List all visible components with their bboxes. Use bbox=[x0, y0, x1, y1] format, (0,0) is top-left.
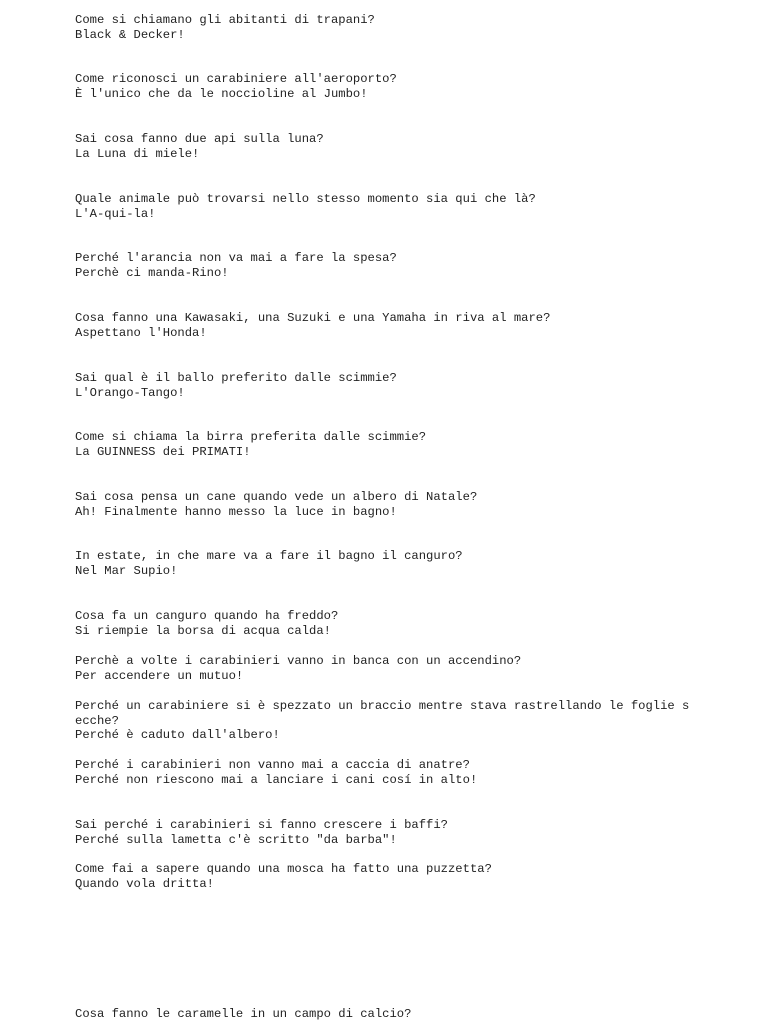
joke-answer: Si riempie la borsa di acqua calda! bbox=[75, 624, 331, 638]
joke-question-continued: ecche? bbox=[75, 714, 119, 728]
joke-answer: Perchè ci manda-Rino! bbox=[75, 266, 229, 280]
joke-answer: Perché sulla lametta c'è scritto "da barba"! bbox=[75, 833, 397, 847]
joke-question: Come riconosci un carabiniere all'aeroporto? bbox=[75, 72, 397, 86]
joke-answer: Nel Mar Supio! bbox=[75, 564, 178, 578]
joke-question: Perchè a volte i carabinieri vanno in banca con un accendino? bbox=[75, 654, 522, 668]
joke-answer: La Luna di miele! bbox=[75, 147, 200, 161]
joke-answer: Black & Decker! bbox=[75, 28, 185, 42]
joke-question: Perché un carabiniere si è spezzato un braccio mentre stava rastrellando le foglie s bbox=[75, 699, 690, 713]
joke-answer: L'A-qui-la! bbox=[75, 207, 156, 221]
joke-question: Cosa fanno le caramelle in un campo di calcio? bbox=[75, 1007, 412, 1021]
joke-answer: È l'unico che da le noccioline al Jumbo! bbox=[75, 87, 368, 101]
joke-question: Sai cosa fanno due api sulla luna? bbox=[75, 132, 324, 146]
joke-answer: Quando vola dritta! bbox=[75, 877, 214, 891]
joke-question: Cosa fanno una Kawasaki, una Suzuki e una Yamaha in riva al mare? bbox=[75, 311, 551, 325]
joke-answer: Ah! Finalmente hanno messo la luce in bagno! bbox=[75, 505, 397, 519]
joke-answer: Per accendere un mutuo! bbox=[75, 669, 244, 683]
joke-answer: La GUINNESS dei PRIMATI! bbox=[75, 445, 251, 459]
joke-answer: Perché non riescono mai a lanciare i cani cosí in alto! bbox=[75, 773, 478, 787]
joke-question: Sai cosa pensa un cane quando vede un albero di Natale? bbox=[75, 490, 478, 504]
joke-question: Sai qual è il ballo preferito dalle scimmie? bbox=[75, 371, 397, 385]
joke-answer: Perché è caduto dall'albero! bbox=[75, 728, 280, 742]
joke-question: Cosa fa un canguro quando ha freddo? bbox=[75, 609, 339, 623]
joke-question: Come si chiama la birra preferita dalle scimmie? bbox=[75, 430, 427, 444]
joke-question: Perché i carabinieri non vanno mai a caccia di anatre? bbox=[75, 758, 470, 772]
joke-question: Come fai a sapere quando una mosca ha fatto una puzzetta? bbox=[75, 862, 492, 876]
joke-question: Come si chiamano gli abitanti di trapani? bbox=[75, 13, 375, 27]
joke-question: In estate, in che mare va a fare il bagno il canguro? bbox=[75, 549, 463, 563]
joke-question: Sai perché i carabinieri si fanno crescere i baffi? bbox=[75, 818, 448, 832]
joke-answer: Aspettano l'Honda! bbox=[75, 326, 207, 340]
joke-question: Quale animale può trovarsi nello stesso momento sia qui che là? bbox=[75, 192, 536, 206]
joke-answer: L'Orango-Tango! bbox=[75, 386, 185, 400]
joke-question: Perché l'arancia non va mai a fare la spesa? bbox=[75, 251, 397, 265]
